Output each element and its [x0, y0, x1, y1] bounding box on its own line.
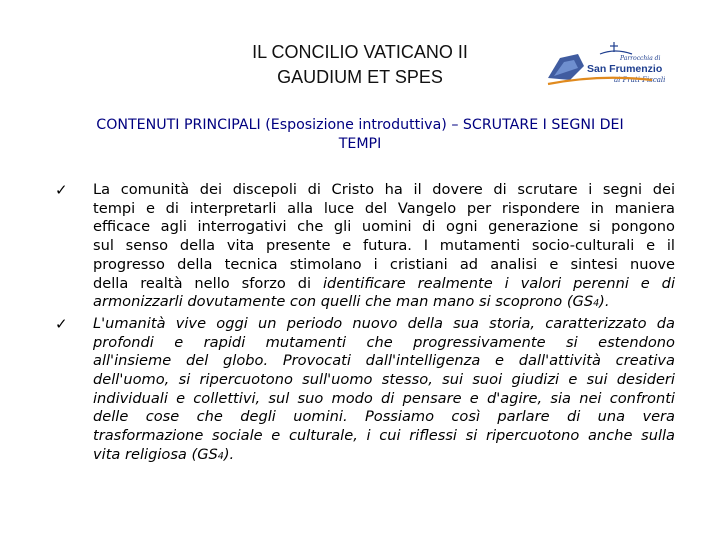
paragraph-italic-text: armonizzarli dovutamente con quelli che man mano si scoprono (GS: [93, 293, 594, 311]
paragraph-line: individuali e collettivi, sul suo modo di pensare e d'agire, sia nei confronti: [93, 389, 675, 407]
roof-line: [600, 51, 632, 54]
paragraph-line: efficace agli interrogativi che gli uomini di ogni generazione si pongono: [93, 218, 675, 236]
paragraph-line: La comunità dei discepoli di Cristo ha il dovere di scrutare i segni dei: [93, 181, 675, 198]
paragraph-italic-text: vita religiosa (GS: [93, 445, 218, 463]
paragraph-line-last: [93, 446, 675, 467]
paragraph-line: L'umanità vive oggi un periodo nuovo della sua storia, caratterizzato da: [93, 314, 675, 332]
paragraph-2: [93, 315, 675, 467]
paragraph-line: dell'uomo, si ripercuotono sull'uomo stesso, sui suoi giudizi e sui desideri: [93, 371, 675, 389]
title-line-2: GAUDIUM ET SPES: [277, 67, 443, 87]
slide-title: [190, 40, 530, 90]
paragraph-text: della realtà nello sforzo di: [93, 274, 312, 292]
reference-number: 4: [217, 450, 224, 462]
paragraph-line: trasformazione sociale e culturale, i cui riflessi si ripercuotono anche sulla: [93, 427, 675, 445]
logo-tagline: ai Prati Fiscali: [614, 76, 666, 84]
paragraph-line: all'insieme del globo. Provocati dall'intelligenza e dall'attività creativa: [93, 352, 675, 370]
paragraph-line-italic: [93, 293, 675, 314]
logo-name: San Frumenzio: [587, 63, 663, 75]
list-item: [55, 181, 675, 314]
paragraph-line: sul senso della vita presente e futura. I mutamenti socio-culturali e il: [93, 237, 675, 255]
paragraph-line: progresso della tecnica stimolano i cristiani ad analisi e sintesi nuove: [93, 255, 675, 273]
section-heading-line-1: CONTENUTI PRINCIPALI (Esposizione introduttiva) – SCRUTARE I SEGNI DEI: [96, 117, 624, 133]
bullet-list: [55, 181, 675, 468]
reference-close: ).: [223, 445, 235, 463]
paragraph-line-mixed: [93, 275, 675, 294]
paragraph-italic-text: identificare realmente i valori perenni e di: [323, 274, 675, 292]
reference-close: ).: [599, 293, 610, 311]
parish-logo: [540, 40, 670, 92]
paragraph-1: [93, 181, 675, 314]
logo-small-text: Parrocchia di: [620, 55, 661, 62]
checkmark-icon: ✓: [55, 314, 68, 333]
parish-logo-graphic: [540, 40, 670, 92]
checkmark-icon: ✓: [55, 181, 68, 199]
list-item: [55, 315, 675, 467]
paragraph-line: tempi e di interpretarli alla luce del Vangelo per rispondere in maniera: [93, 199, 675, 217]
section-heading-line-2: TEMPI: [338, 136, 382, 152]
paragraph-line: profondi e rapidi mutamenti che progressivamente si estendono: [93, 333, 675, 351]
reference-number: 4: [593, 298, 600, 310]
title-line-1: IL CONCILIO VATICANO II: [252, 42, 468, 62]
section-heading: [40, 116, 680, 154]
paragraph-line: delle cose che degli uomini. Possiamo così parlare di una vera: [93, 408, 675, 426]
